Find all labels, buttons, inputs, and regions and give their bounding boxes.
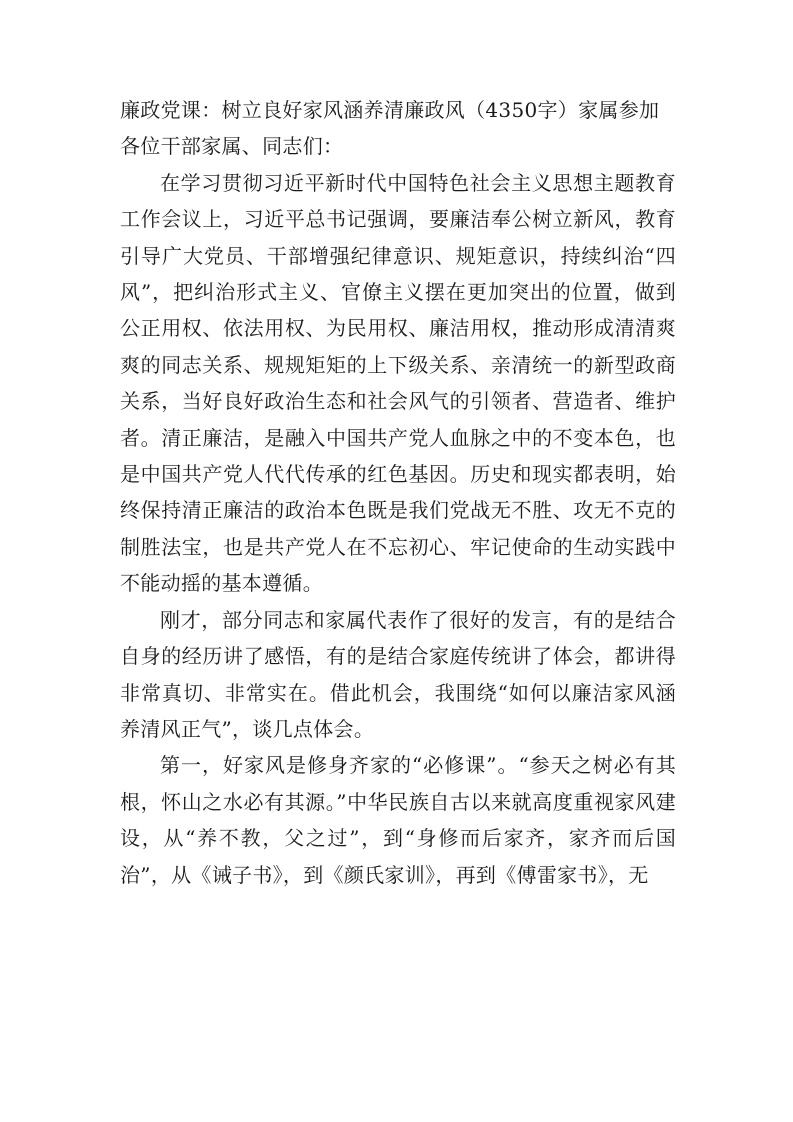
paragraph-3: 第一，好家风是修身齐家的“必修课”。“参天之树必有其根，怀山之水必有其源。”中华民族自古以来就高度重视家风建设，从“养不教，父之过”，到“身修而后家齐，家齐而后国治”，从《诫子书》，到《颜氏家训》，再到《傅雷家书》，无 (120, 753, 676, 887)
document-body (120, 92, 676, 893)
document-title-line: 廉政党课：树立良好家风涵养清廉政风（4350字）家属参加 (120, 98, 660, 122)
paragraph-2: 刚才，部分同志和家属代表作了很好的发言，有的是结合自身的经历讲了感悟，有的是结合家庭传统讲了体会，都讲得非常真切、非常实在。借此机会，我围绕“如何以廉洁家风涵养清风正气”，谈几点体会。 (120, 607, 676, 741)
salutation: 各位干部家属、同志们： (120, 134, 344, 159)
paragraph-1: 在学习贯彻习近平新时代中国特色社会主义思想主题教育工作会议上，习近平总书记强调，要廉洁奉公树立新风，教育引导广大党员、干部增强纪律意识、规矩意识，持续纠治“四风”，把纠治形式主义、官僚主义摆在更加突出的位置，做到公正用权、依法用权、为民用权、廉洁用权，推动形成清清爽爽的同志关系、规规矩矩的上下级关系、亲清统一的新型政商关系，当好良好政治生态和社会风气的引领者、营造者、维护者。清正廉洁，是融入中国共产党人血脉之中的不变本色，也是中国共产党人代代传承的红色基因。历史和现实都表明，始终保持清正廉洁的政治本色既是我们党战无不胜、攻无不克的制胜法宝，也是共产党人在不忘初心、牢记使命的生动实践中不能动摇的基本遵循。 (120, 170, 676, 596)
